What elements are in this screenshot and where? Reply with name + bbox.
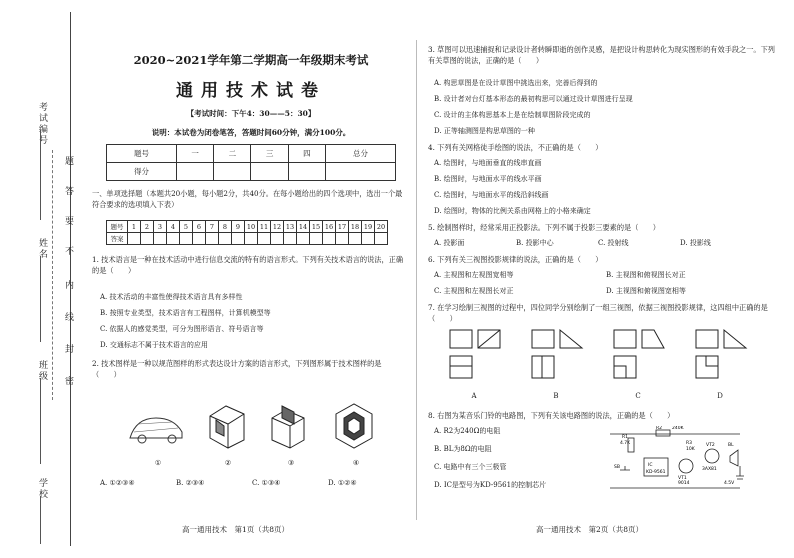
answer-input-cell[interactable] bbox=[284, 233, 297, 245]
score-cell[interactable] bbox=[214, 163, 251, 181]
three-view-option-d bbox=[696, 330, 746, 378]
circuit-label-ic-model: KD-9561 bbox=[646, 470, 666, 475]
q5-option-c: C. 投射线 bbox=[598, 239, 629, 247]
q7-caption: A bbox=[471, 392, 477, 400]
question-7: 7. 在学习绘制三视图的过程中，四位同学分别绘制了一组三视图，依据三视图投影规律，这四组中正确的是（ ） bbox=[428, 303, 768, 323]
score-cell: 得分 bbox=[107, 163, 177, 181]
binding-line bbox=[70, 12, 71, 546]
q7-caption: D bbox=[717, 392, 723, 400]
warn-char: 题 bbox=[63, 156, 73, 167]
exam-title: 2020~2021学年第二学期高一年级期末考试 bbox=[133, 53, 369, 67]
page-2 bbox=[424, 0, 784, 558]
name-line bbox=[40, 256, 41, 342]
score-cell: 总分 bbox=[325, 145, 395, 163]
answer-input-cell[interactable] bbox=[167, 233, 180, 245]
page-1-footer: 高一通用技术 第1页（共8页） bbox=[182, 525, 290, 534]
q4-option-d: D. 绘图时，物体的比例关系由网格上的小格来确定 bbox=[434, 207, 591, 215]
warn-char: 密 bbox=[63, 376, 73, 387]
question-4: 4. 下列有关网格徒手绘图的说法，不正确的是（ ） bbox=[428, 143, 603, 152]
answer-number-cell: 4 bbox=[167, 221, 180, 233]
circuit-label-ic: IC bbox=[648, 463, 653, 468]
q1-option-c: C. 依据人的感觉类型，可分为图形语言、符号语言等 bbox=[100, 325, 264, 333]
score-value-row bbox=[107, 163, 396, 181]
warn-char: 线 bbox=[63, 312, 73, 323]
three-view-options-figure bbox=[448, 328, 778, 388]
q2-option-a: A. ①②③④ bbox=[100, 479, 135, 487]
name-label: 姓名 bbox=[37, 238, 47, 260]
three-view-option-c bbox=[614, 330, 664, 378]
section-1-instructions: 一、单项选择题（本题共20小题，每小题2分，共40分。在每小题给出的四个选项中，选出一个最符合要求的选项填入下表） bbox=[92, 189, 403, 209]
circuit-label-r3: R3 bbox=[686, 441, 692, 446]
score-table bbox=[106, 144, 396, 181]
q2-caption: ③ bbox=[287, 459, 295, 467]
q2-caption: ② bbox=[224, 459, 232, 467]
circuit-label-battery: 4.5V bbox=[724, 481, 735, 486]
q5-option-d: D. 投影线 bbox=[680, 239, 711, 247]
score-cell: 四 bbox=[288, 145, 325, 163]
answer-number-cell: 9 bbox=[232, 221, 245, 233]
answer-number-cell: 12 bbox=[271, 221, 284, 233]
q3-option-d: D. 正等轴测图是构思草图的一种 bbox=[434, 127, 535, 135]
question-6: 6. 下列有关三视图投影规律的说法，正确的是（ ） bbox=[428, 255, 603, 264]
circuit-label-vt2-model: 3AX81 bbox=[702, 467, 717, 472]
q6-option-c: C. 主视图和左视图长对正 bbox=[434, 287, 514, 295]
answer-input-cell[interactable] bbox=[154, 233, 167, 245]
class-line bbox=[40, 378, 41, 464]
paper-title: 通用技术试卷 bbox=[176, 81, 326, 101]
class-label: 班级 bbox=[37, 360, 47, 382]
school-line bbox=[40, 496, 41, 544]
q2-caption: ④ bbox=[352, 459, 360, 467]
warn-char: 要 bbox=[63, 216, 73, 227]
page-1 bbox=[86, 0, 408, 558]
answer-input-cell[interactable] bbox=[219, 233, 232, 245]
school-label: 学校 bbox=[37, 478, 47, 500]
answer-input-cell[interactable] bbox=[336, 233, 349, 245]
answer-input-cell[interactable] bbox=[349, 233, 362, 245]
answer-number-cell: 13 bbox=[284, 221, 297, 233]
answer-number-cell: 2 bbox=[141, 221, 154, 233]
circuit-label-r3-value: 10K bbox=[686, 447, 695, 452]
question-8: 8. 右图为某音乐门铃的电路图，下列有关该电路图的说法，正确的是（ ） bbox=[428, 411, 675, 420]
answer-number-cell: 6 bbox=[193, 221, 206, 233]
question-3: 3. 草图可以迅速捕捉和记录设计者转瞬即逝的创作灵感，是把设计构思转化为现实图形的有效手段之一。下列有关草图的说法，正确的是（ ） bbox=[428, 45, 775, 65]
answer-number-row bbox=[107, 221, 388, 233]
q3-option-b: B. 设计者对台灯基本形态的最初构思可以通过设计草图进行呈现 bbox=[434, 95, 633, 103]
circuit-label-vt1: VT1 bbox=[678, 476, 687, 481]
q8-option-b: B. BL为8Ω的电阻 bbox=[434, 445, 492, 453]
answer-input-cell[interactable] bbox=[232, 233, 245, 245]
q8-option-d: D. IC是型号为KD-9561的控制芯片 bbox=[434, 481, 547, 489]
answer-input-cell[interactable] bbox=[245, 233, 258, 245]
q2-option-d: D. ①②④ bbox=[328, 479, 357, 487]
exam-time: 【考试时间：下午4：30——5：30】 bbox=[186, 109, 316, 118]
q3-option-a: A. 构思草图是在设计草图中挑选出来，完善后得到的 bbox=[434, 79, 598, 87]
answer-head-cell: 答案 bbox=[107, 233, 128, 245]
score-cell[interactable] bbox=[177, 163, 214, 181]
question-1: 1. 技术语言是一种在技术活动中进行信息交流的特有的语言形式。下列有关技术语言的说法，正确的是（ ） bbox=[92, 255, 404, 275]
q2-option-c: C. ①③④ bbox=[252, 479, 281, 487]
door-bell-circuit-diagram bbox=[600, 426, 750, 496]
circuit-label-r2: R2 bbox=[656, 426, 662, 431]
q3-option-c: C. 设计的主体构思基本上是在绘制草图阶段完成的 bbox=[434, 111, 591, 119]
answer-input-cell[interactable] bbox=[297, 233, 310, 245]
answer-number-cell: 20 bbox=[375, 221, 388, 233]
circuit-label-r2-value: 240K bbox=[672, 426, 684, 431]
score-cell: 三 bbox=[251, 145, 288, 163]
isometric-step-figure bbox=[266, 398, 312, 450]
answer-number-cell: 11 bbox=[258, 221, 271, 233]
circuit-label-vt1-model: 9014 bbox=[678, 481, 690, 486]
circuit-label-r1-value: 4.7K bbox=[620, 441, 631, 446]
answer-number-cell: 1 bbox=[128, 221, 141, 233]
q4-option-c: C. 绘图时，与地面水平的线沿斜线画 bbox=[434, 191, 549, 199]
page-divider bbox=[416, 40, 417, 520]
score-cell[interactable] bbox=[288, 163, 325, 181]
car-sketch-figure bbox=[126, 408, 186, 448]
q6-option-a: A. 主视图和左视图宽相等 bbox=[434, 271, 514, 279]
answer-number-cell: 15 bbox=[310, 221, 323, 233]
q1-option-b: B. 按照专业类型，技术语言有工程图样，计算机模型等 bbox=[100, 309, 271, 317]
answer-input-cell[interactable] bbox=[375, 233, 388, 245]
circuit-label-vt2: VT2 bbox=[706, 443, 715, 448]
answer-input-cell[interactable] bbox=[128, 233, 141, 245]
answer-head-cell: 题号 bbox=[107, 221, 128, 233]
q7-caption: C bbox=[635, 392, 641, 400]
answer-number-cell: 19 bbox=[362, 221, 375, 233]
score-cell: 二 bbox=[214, 145, 251, 163]
q7-caption: B bbox=[553, 392, 559, 400]
isometric-frame-figure bbox=[330, 398, 378, 450]
three-view-option-a bbox=[450, 330, 500, 378]
answer-input-cell[interactable] bbox=[310, 233, 323, 245]
page-2-footer: 高一通用技术 第2页（共8页） bbox=[536, 525, 644, 534]
q6-option-d: D. 主视图和俯视图宽相等 bbox=[606, 287, 686, 295]
answer-number-cell: 10 bbox=[245, 221, 258, 233]
answer-number-cell: 3 bbox=[154, 221, 167, 233]
q8-option-c: C. 电路中有三个三极管 bbox=[434, 463, 507, 471]
q4-option-b: B. 绘图时，与地面水平的线水平画 bbox=[434, 175, 542, 183]
q1-option-d: D. 交通标志不属于技术语言的应用 bbox=[100, 341, 208, 349]
seal-line bbox=[52, 150, 53, 400]
q2-option-b: B. ②③④ bbox=[176, 479, 205, 487]
circuit-label-sb: SB bbox=[614, 465, 620, 470]
warn-char: 不 bbox=[63, 246, 73, 257]
circuit-label-r1: R1 bbox=[622, 435, 628, 440]
answer-table bbox=[106, 220, 388, 245]
circuit-label-bl: BL bbox=[728, 443, 734, 448]
q1-option-a: A. 技术活动的丰富性使得技术语言具有多样性 bbox=[100, 293, 243, 301]
exam-number-line bbox=[40, 130, 41, 220]
score-cell: 一 bbox=[177, 145, 214, 163]
answer-number-cell: 17 bbox=[336, 221, 349, 233]
answer-input-cell[interactable] bbox=[193, 233, 206, 245]
answer-number-cell: 5 bbox=[180, 221, 193, 233]
three-view-option-b bbox=[532, 330, 582, 378]
question-5: 5. 绘制图样时，经常采用正投影法。下列不属于投影三要素的是（ ） bbox=[428, 223, 660, 232]
answer-input-cell[interactable] bbox=[206, 233, 219, 245]
answer-input-cell[interactable] bbox=[180, 233, 193, 245]
answer-input-cell[interactable] bbox=[141, 233, 154, 245]
warn-char: 内 bbox=[63, 280, 73, 291]
q4-option-a: A. 绘图时，与地面垂直的线串直画 bbox=[434, 159, 542, 167]
q2-caption: ① bbox=[154, 459, 162, 467]
answer-number-cell: 18 bbox=[349, 221, 362, 233]
question-2: 2. 技术图样是一种以规范图样的形式表达设计方案的语言形式，下列图形属于技术图样的是（ ） bbox=[92, 359, 382, 379]
score-cell: 题号 bbox=[107, 145, 177, 163]
q5-option-b: B. 投影中心 bbox=[516, 239, 554, 247]
answer-number-cell: 7 bbox=[206, 221, 219, 233]
score-header-row bbox=[107, 145, 396, 163]
answer-input-cell[interactable] bbox=[362, 233, 375, 245]
q5-option-a: A. 投影面 bbox=[434, 239, 465, 247]
warn-char: 答 bbox=[63, 186, 73, 197]
q6-option-b: B. 主视图和俯视图长对正 bbox=[606, 271, 686, 279]
answer-number-cell: 8 bbox=[219, 221, 232, 233]
warn-char: 封 bbox=[63, 344, 73, 355]
answer-input-row bbox=[107, 233, 388, 245]
exam-notice: 说明：本试卷为闭卷笔答，答题时间60分钟，满分100分。 bbox=[151, 128, 351, 137]
isometric-block-figure bbox=[204, 398, 250, 450]
answer-number-cell: 14 bbox=[297, 221, 310, 233]
score-cell[interactable] bbox=[251, 163, 288, 181]
answer-input-cell[interactable] bbox=[323, 233, 336, 245]
exam-number-label: 考试编号 bbox=[37, 102, 47, 146]
binding-margin bbox=[0, 0, 78, 558]
answer-input-cell[interactable] bbox=[271, 233, 284, 245]
q8-option-a: A. R2为240Ω的电阻 bbox=[434, 427, 501, 435]
score-cell[interactable] bbox=[325, 163, 395, 181]
answer-input-cell[interactable] bbox=[258, 233, 271, 245]
answer-number-cell: 16 bbox=[323, 221, 336, 233]
